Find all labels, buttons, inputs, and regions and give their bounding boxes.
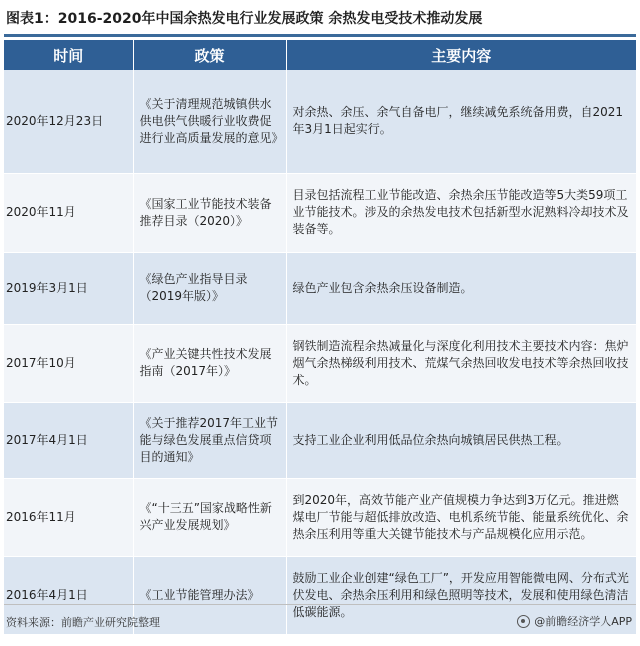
policy-table [4, 40, 636, 635]
row-time: 2016年11月 [4, 478, 133, 556]
row-policy: 《“十三五”国家战略性新兴产业发展规划》 [133, 478, 286, 556]
table-row [4, 402, 636, 478]
chart-title: 图表1：2016-2020年中国余热发电行业发展政策 余热发电受技术推动发展 [6, 11, 483, 27]
source-note: 资料来源：前瞻产业研究院整理 [6, 616, 160, 629]
row-policy: 《绿色产业指导目录（2019年版）》 [133, 252, 286, 324]
row-policy: 《关于清理规范城镇供水供电供气供暖行业收费促进行业高质量发展的意见》 [133, 70, 286, 173]
row-content: 到2020年，高效节能产业产值规模力争达到3万亿元。推进燃煤电厂节能与超低排放改造、电机系统节能、能量系统优化、余热余压利用等重大关键节能技术与产品规模化应用示范。 [286, 478, 636, 556]
table-row [4, 173, 636, 252]
row-policy: 《国家工业节能技术装备推荐目录（2020）》 [133, 173, 286, 252]
row-time: 2017年10月 [4, 324, 133, 402]
title-divider [4, 34, 636, 37]
brand-logo-icon [517, 615, 530, 628]
row-policy: 《关于推荐2017年工业节能与绿色发展重点信贷项目的通知》 [133, 402, 286, 478]
row-content: 目录包括流程工业节能改造、余热余压节能改造等5大类59项工业节能技术。涉及的余热发电技术包括新型水泥熟料冷却技术及装备等。 [286, 173, 636, 252]
row-content: 对余热、余压、余气自备电厂，继续减免系统备用费，自2021年3月1日起实行。 [286, 70, 636, 173]
footer-divider [4, 604, 636, 605]
header-policy: 政策 [133, 40, 286, 70]
table-row [4, 70, 636, 173]
table-row [4, 478, 636, 556]
row-content: 钢铁制造流程余热减量化与深度化利用技术主要技术内容：焦炉烟气余热梯级利用技术、荒煤气余热回收发电技术等余热回收技术。 [286, 324, 636, 402]
table-row [4, 252, 636, 324]
row-time: 2020年11月 [4, 173, 133, 252]
row-policy: 《工业节能管理办法》 [133, 556, 286, 634]
row-content: 绿色产业包含余热余压设备制造。 [286, 252, 636, 324]
row-time: 2019年3月1日 [4, 252, 133, 324]
row-policy: 《产业关键共性技术发展指南（2017年）》 [133, 324, 286, 402]
brand-label: @前瞻经济学人APP [534, 615, 632, 628]
table-row [4, 324, 636, 402]
row-content: 鼓励工业企业创建“绿色工厂”，开发应用智能微电网、分布式光伏发电、余热余压利用和绿色照明等技术，发展和使用绿色清洁低碳能源。 [286, 556, 636, 634]
row-time: 2016年4月1日 [4, 556, 133, 634]
row-content: 支持工业企业利用低品位余热向城镇居民供热工程。 [286, 402, 636, 478]
header-time: 时间 [4, 40, 133, 70]
header-content: 主要内容 [286, 40, 636, 70]
table-header-row [4, 40, 636, 70]
row-time: 2020年12月23日 [4, 70, 133, 173]
brand-credit [517, 613, 632, 629]
row-time: 2017年4月1日 [4, 402, 133, 478]
